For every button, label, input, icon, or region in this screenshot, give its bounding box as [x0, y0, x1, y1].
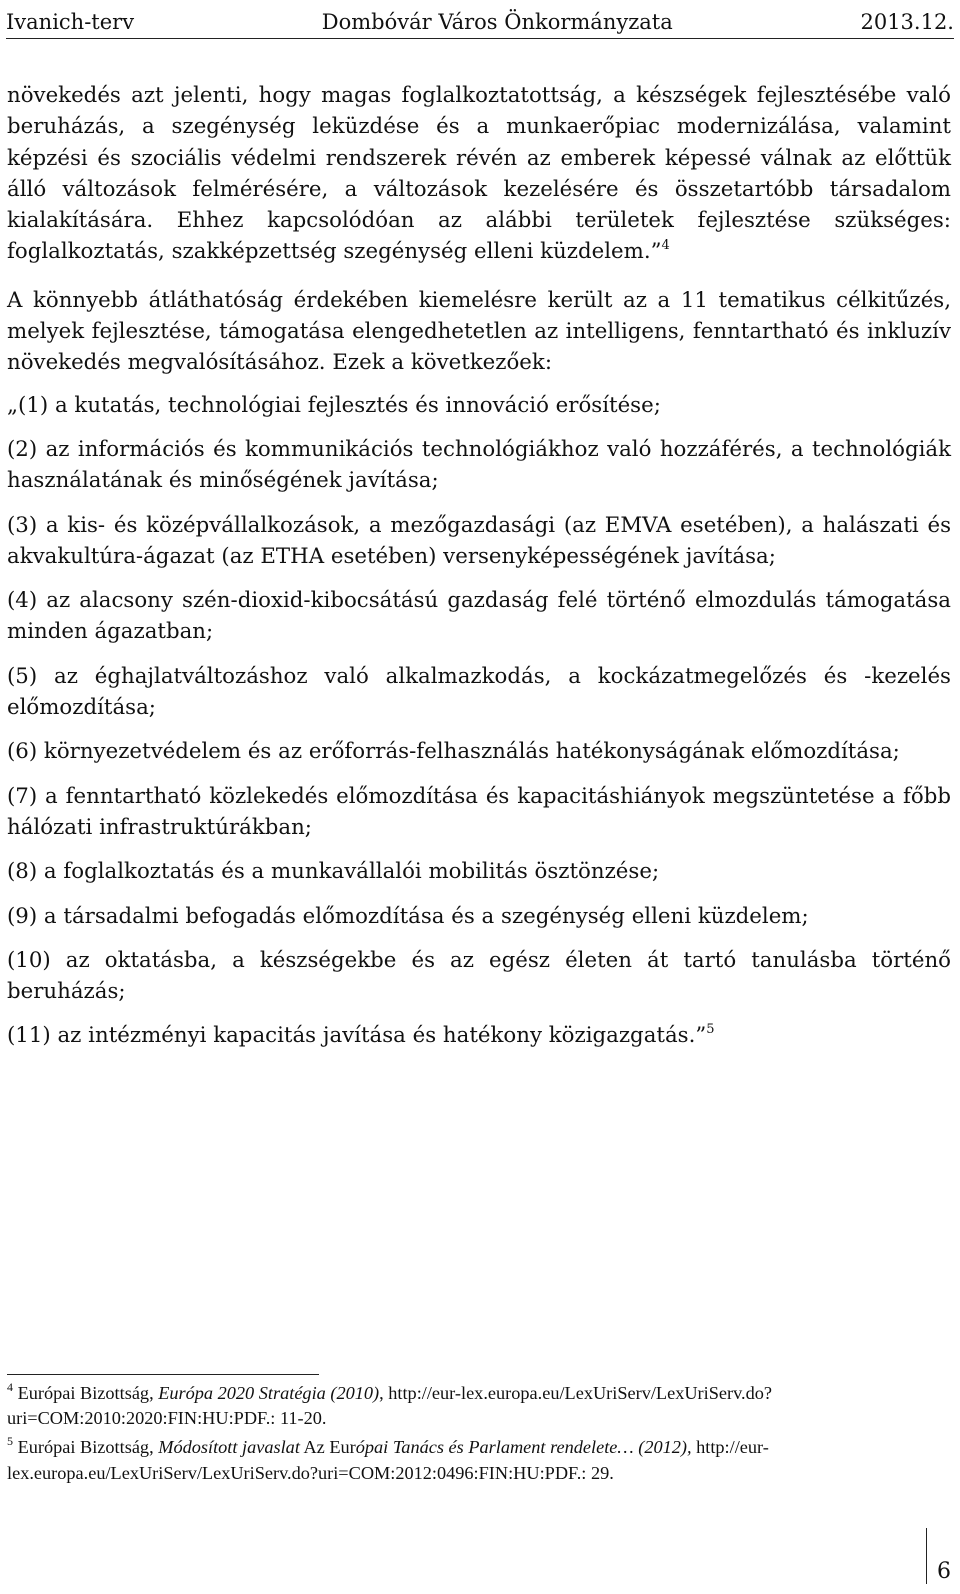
lead-paragraph: A könnyebb átláthatóság érdekében kiemelésre került az a 11 tematikus célkitűzés, melyek fejlesztése, támogatása elengedhetetlen az intelligens, fenntartható és inkluzív növekedés megvalósításához. Ezek a következőek: [7, 287, 951, 376]
footnote-5 [7, 1435, 951, 1485]
list-item-4: (4) az alacsony szén-dioxid-kibocsátású gazdaság felé történő elmozdulás támogatása minden ágazatban; [7, 588, 951, 645]
footnote-5-title-part2: ópai Tanács és Parlament rendelete… (2012), [355, 1437, 692, 1458]
footnote-4 [7, 1381, 951, 1431]
list-item-11-text: (11) az intézményi kapacitás javítása és hatékony közigazgatás.” [7, 1023, 707, 1049]
footnote-4-title: Európa 2020 Stratégia (2010) [158, 1383, 380, 1403]
header-organization: Dombóvár Város Önkormányzata [321, 10, 673, 34]
footnote-4-link[interactable]: , http://eur-lex.europa.eu/LexUriServ/LexUriServ.do?uri=COM:2010:2020:FIN:HU:PDF.: 11-20. [7, 1383, 772, 1429]
list-item-9: (9) a társadalmi befogadás előmozdítása és a szegénység elleni küzdelem; [7, 903, 809, 929]
footnotes [7, 1381, 951, 1490]
list-item-2: (2) az információs és kommunikációs technológiákhoz való hozzáférés, a technológiák használatának és minőségének javítása; [7, 436, 951, 494]
footnote-4-number: 4 [7, 1380, 13, 1394]
list-item-10: (10) az oktatásba, a készségekbe és az egész életen át tartó tanulásba történő beruházás; [7, 947, 951, 1005]
intro-text: növekedés azt jelenti, hogy magas foglalkoztatottság, a készségek fejlesztésébe való beruházás, a szegénység leküzdése és a munkaerőpiac modernizálása, valamint képzési és szociális védelmi rendszerek révén az emberek képessé válnak az előttük álló változások felmérésére, a változások kezelésére és összetartóbb társadalom kialakítására. Ehhez kapcsolódóan az alábbi területek fejlesztése szükséges: foglalkoztatás, szakképzettség szegénység elleni küzdelem.” [7, 83, 951, 265]
intro-paragraph [7, 80, 951, 268]
list-item-5: (5) az éghajlatváltozáshoz való alkalmazkodás, a kockázatmegelőzés és -kezelés előmozdítása; [7, 663, 951, 721]
footnote-4-prefix: Európai Bizottság, [17, 1383, 159, 1403]
header-date: 2013.12. [860, 10, 954, 34]
footnote-5-link[interactable]: http://eur-lex.europa.eu/LexUriServ/LexUriServ.do?uri=COM:2012:0496:FIN:HU:PDF.: 29. [7, 1437, 769, 1483]
list-item-6: (6) környezetvédelem és az erőforrás-felhasználás hatékonyságának előmozdítása; [7, 739, 900, 765]
page-number: 6 [926, 1528, 951, 1584]
list-item-1: „(1) a kutatás, technológiai fejlesztés és innováció erősítése; [7, 392, 661, 418]
list-item-3: (3) a kis- és középvállalkozások, a mezőgazdasági (az EMVA esetében), a halászati és akvakultúra-ágazat (az ETHA esetében) versenyképességének javítása; [7, 512, 951, 569]
footnote-5-number: 5 [7, 1434, 13, 1449]
footnote-separator [7, 1374, 319, 1375]
footnote-5-title-part1: Módosított javaslat [158, 1437, 300, 1458]
list-item-8: (8) a foglalkoztatás és a munkavállalói mobilitás ösztönzése; [7, 859, 660, 885]
list-item-7: (7) a fenntartható közlekedés előmozdítása és kapacitáshiányok megszüntetése a főbb hálózati infrastruktúrákban; [7, 783, 951, 840]
page-header [6, 6, 954, 39]
body-text [7, 80, 951, 1065]
list-item-11 [7, 1020, 951, 1051]
footnote-5-prefix: Európai Bizottság, [17, 1437, 159, 1458]
footnote-5-middle: Az Eur [299, 1437, 356, 1458]
header-author: Ivanich-terv [6, 10, 135, 34]
footnote-ref-4[interactable]: 4 [661, 238, 670, 254]
footnote-ref-5[interactable]: 5 [706, 1022, 715, 1038]
